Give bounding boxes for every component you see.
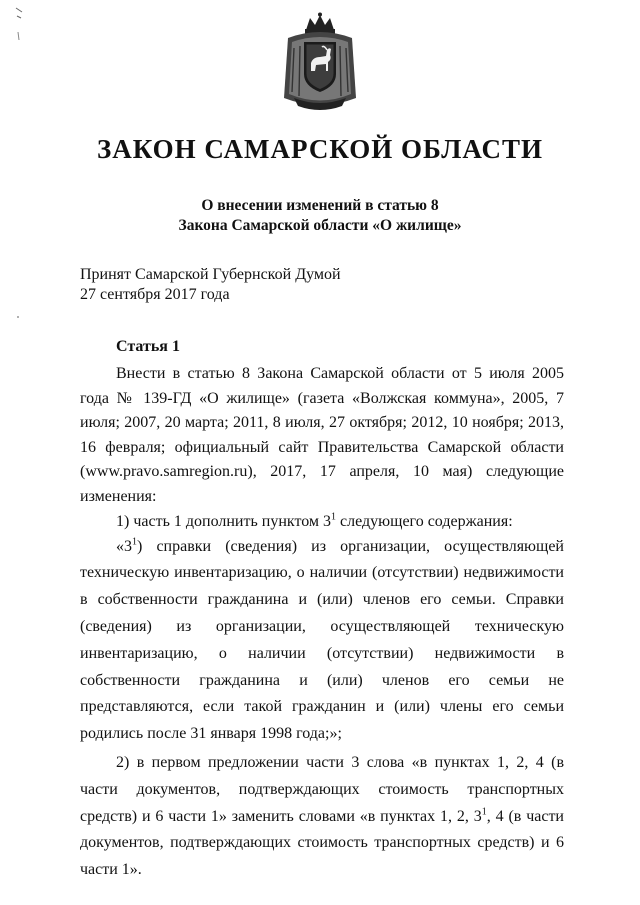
quote-text: ) справки (сведения) из организации, осуществляющей техническую инвентаризацию, о наличии (отсутствии) недвижимости в собственности гражданина и (или) членов его семьи. Справки (сведения) из организации, осуществляющей техническую инвентаризацию, о наличии (отсутствии) недвижимости в собственности гражданина и (или) членов его семьи не представляются, если такой гражданин и (или) члены его семьи родились после 31 января 1998 года;»; (80, 537, 564, 743)
article-heading: Статья 1 (116, 338, 180, 355)
article-intro: Внести в статью 8 Закона Самарской области от 5 июля 2005 года № 139-ГД «О жилище» (газета «Волжская коммуна», 2005, 7 июля; 2007, 20 марта; 2011, 8 июля, 27 октября; 2012, 10 ноября; 2013, 16 февраля; официальный сайт Правительства Самарской области (www.pravo.samregion.ru), 2017, 17 апреля, 10 мая) следующие изменения: (80, 365, 564, 505)
subtitle-line: Закона Самарской области «О жилище» (178, 217, 462, 234)
adoption-info (80, 265, 560, 305)
adoption-date: 27 сентября 2017 года (80, 286, 230, 303)
law-subtitle (0, 196, 640, 236)
amendment-quote (80, 534, 564, 748)
article-body (80, 358, 564, 884)
amendment-item-1 (80, 510, 564, 534)
scan-mark-icon (14, 30, 24, 42)
subtitle-line: О внесении изменений в статью 8 (201, 197, 439, 214)
superscript: 1 (481, 806, 487, 818)
scan-mark-icon (14, 6, 24, 20)
superscript: 1 (132, 536, 137, 548)
adoption-body: Принят Самарской Губернской Думой (80, 266, 341, 283)
amendment-item-2 (80, 750, 564, 884)
scan-mark-icon (14, 313, 22, 321)
item-text: , 4 (в части документов, подтверждающих стоимость транспортных средств) и 6 части 1». (80, 807, 564, 879)
samara-coat-of-arms-icon (280, 12, 360, 114)
superscript: 1 (331, 511, 337, 523)
quote-text: «3 (116, 537, 132, 555)
item-text: 1) часть 1 дополнить пунктом 3 (116, 512, 332, 530)
law-title: ЗАКОН САМАРСКОЙ ОБЛАСТИ (97, 134, 543, 164)
item-text: следующего содержания: (336, 512, 513, 530)
item-text: 2) в первом предложении части 3 слова «в пунктах 1, 2, 4 (в части документов, подтверждающих стоимость транспортных средств) и 6 части 1» заменить словами «в пунктах 1, 2, 3 (80, 753, 564, 825)
